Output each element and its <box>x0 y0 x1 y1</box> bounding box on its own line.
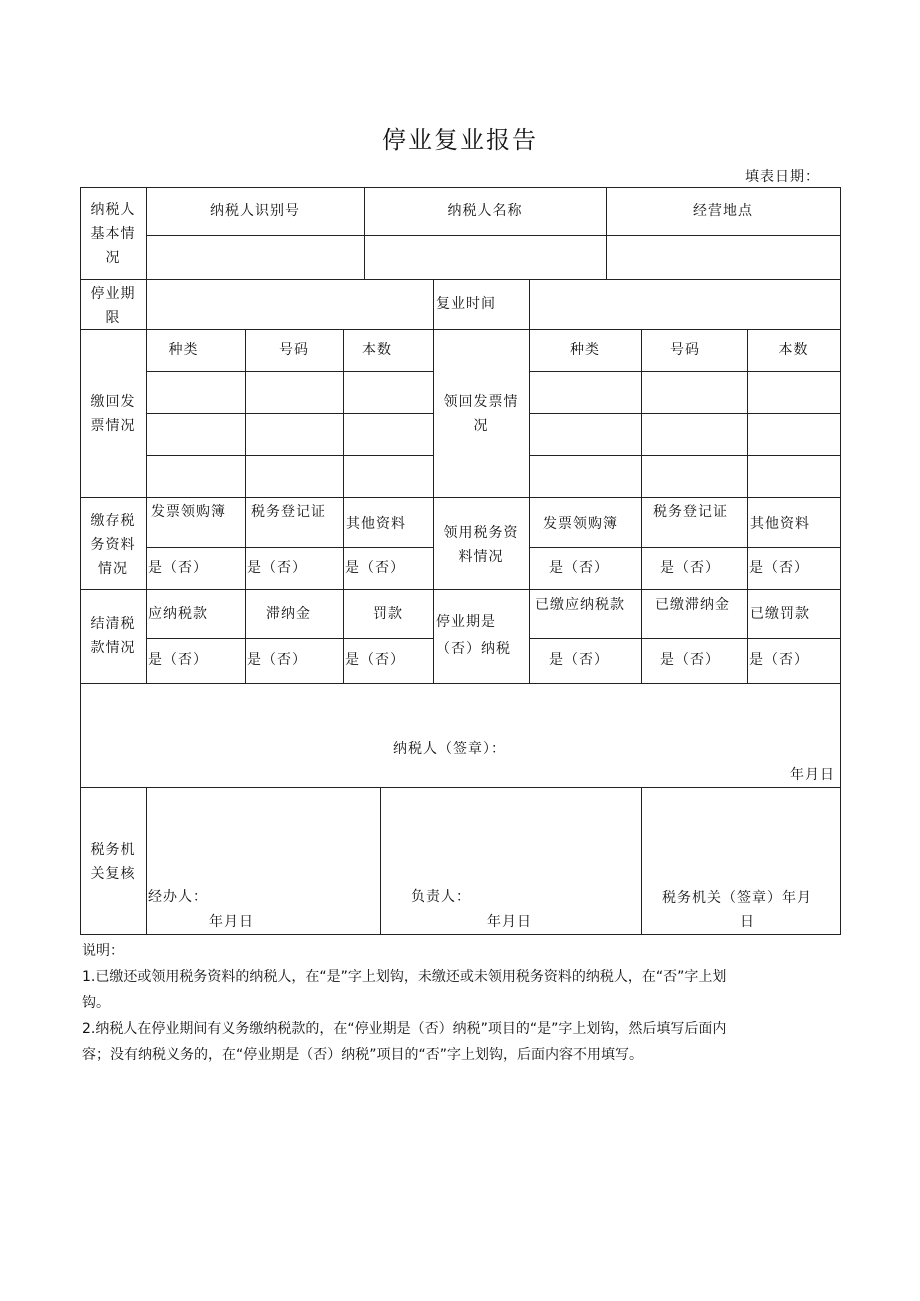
paid-tax-yes-no[interactable]: 是（否） <box>549 652 609 668</box>
business-address-header: 经营地点 <box>693 203 753 219</box>
note-1-line-1: 1.已缴还或领用税务资料的纳税人，在“是”字上划钩，未缴还或未领用税务资料的纳税人，在“否”字上划 <box>82 969 727 985</box>
tax-office-seal-date: 日 <box>740 914 755 930</box>
deposit-other-docs: 其他资料 <box>346 516 406 532</box>
late-fee-yes-no[interactable]: 是（否） <box>247 652 307 668</box>
handler-date: 年月日 <box>209 914 254 930</box>
return-number-header: 号码 <box>279 342 309 358</box>
invoice-return-label-2: 票情况 <box>90 418 136 434</box>
taxpayer-id-field[interactable] <box>147 236 363 278</box>
receive-docs-label-1: 领用税务资 <box>443 525 519 541</box>
receive-count-header: 本数 <box>778 342 809 358</box>
penalty-label: 罚款 <box>373 606 403 622</box>
tax-payable-label: 应纳税款 <box>148 606 208 622</box>
settle-label-2: 款情况 <box>90 640 136 656</box>
note-2-line-2: 容；没有纳税义务的，在“停业期是（否）纳税”项目的“否”字上划钩，后面内容不用填写。 <box>82 1047 644 1063</box>
deposit-docs-label-3: 情况 <box>98 561 128 577</box>
business-address-field[interactable] <box>607 236 839 278</box>
invoice-receive-label-2: 况 <box>473 418 489 434</box>
taxpayer-name-field[interactable] <box>365 236 605 278</box>
deposit-tax-registration-yes-no[interactable]: 是（否） <box>247 560 307 576</box>
receive-other-docs-yes-no[interactable]: 是（否） <box>749 560 809 576</box>
suspension-period-field[interactable] <box>147 280 432 328</box>
taxpayer-name-header: 纳税人名称 <box>447 203 523 219</box>
receive-tax-registration-yes-no[interactable]: 是（否） <box>660 560 720 576</box>
late-fee-label: 滞纳金 <box>266 606 311 622</box>
receive-number-header: 号码 <box>670 342 700 358</box>
handler-label: 经办人： <box>148 889 208 905</box>
paid-late-fee-yes-no[interactable]: 是（否） <box>660 652 720 668</box>
fill-date-label: 填表日期： <box>745 169 820 185</box>
receive-other-docs: 其他资料 <box>750 516 810 532</box>
deposit-invoice-book: 发票领购簿 <box>151 504 226 520</box>
penalty-yes-no[interactable]: 是（否） <box>345 652 405 668</box>
notes-section <box>82 938 842 1068</box>
note-1-line-2: 钩。 <box>82 995 110 1011</box>
return-count-header: 本数 <box>362 342 392 358</box>
paid-tax-label: 已缴应纳税款 <box>535 597 625 613</box>
paid-penalty-yes-no[interactable]: 是（否） <box>749 652 809 668</box>
taxpayer-seal-label: 纳税人（签章）： <box>393 741 506 757</box>
tax-office-seal-label: 税务机关（签章）年月 <box>662 890 812 906</box>
deposit-other-docs-yes-no[interactable]: 是（否） <box>345 560 405 576</box>
suspension-period-label-2: 限 <box>105 310 121 326</box>
paid-penalty-label: 已缴罚款 <box>750 606 810 622</box>
resume-time-label: 复业时间 <box>436 296 496 312</box>
invoice-receive-label-1: 领回发票情 <box>443 394 519 410</box>
deposit-docs-label-1: 缴存税 <box>90 513 136 529</box>
taxpayer-sign-date: 年月日 <box>790 767 835 783</box>
receive-type-header: 种类 <box>570 342 600 358</box>
leader-label: 负责人： <box>411 889 471 905</box>
return-type-header: 种类 <box>168 342 199 358</box>
suspension-period-label-1: 停业期 <box>90 286 136 302</box>
basic-info-label-1: 纳税人 <box>90 202 136 218</box>
deposit-docs-label-2: 务资料 <box>90 537 136 553</box>
review-label-1: 税务机 <box>90 842 136 858</box>
paid-late-fee-label: 已缴滞纳金 <box>655 597 730 613</box>
invoice-return-label-1: 缴回发 <box>90 394 136 410</box>
page-title: 停业复业报告 <box>382 126 538 154</box>
resume-time-field[interactable] <box>530 280 839 328</box>
deposit-invoice-book-yes-no[interactable]: 是（否） <box>148 560 208 576</box>
tax-payable-yes-no[interactable]: 是（否） <box>148 652 208 668</box>
deposit-tax-registration: 税务登记证 <box>251 504 326 520</box>
receive-docs-label-2: 料情况 <box>458 549 504 565</box>
basic-info-label-2: 基本情 <box>90 226 136 242</box>
settle-label-1: 结清税 <box>90 616 136 632</box>
review-label-2: 关复核 <box>90 866 136 882</box>
leader-date: 年月日 <box>487 914 532 930</box>
receive-invoice-book: 发票领购簿 <box>543 516 618 532</box>
notes-heading: 说明： <box>82 943 124 959</box>
taxpayer-id-header: 纳税人识别号 <box>210 203 300 219</box>
suspension-tax-label-1: 停业期是 <box>436 614 496 630</box>
receive-tax-registration: 税务登记证 <box>653 504 728 520</box>
receive-invoice-book-yes-no[interactable]: 是（否） <box>549 560 609 576</box>
note-2-line-1: 2.纳税人在停业期间有义务缴纳税款的，在“停业期是（否）纳税”项目的“是”字上划钩，然后填写后面内 <box>82 1021 727 1037</box>
basic-info-label-3: 况 <box>105 250 121 266</box>
suspension-tax-label-2[interactable]: （否）纳税 <box>436 641 511 657</box>
